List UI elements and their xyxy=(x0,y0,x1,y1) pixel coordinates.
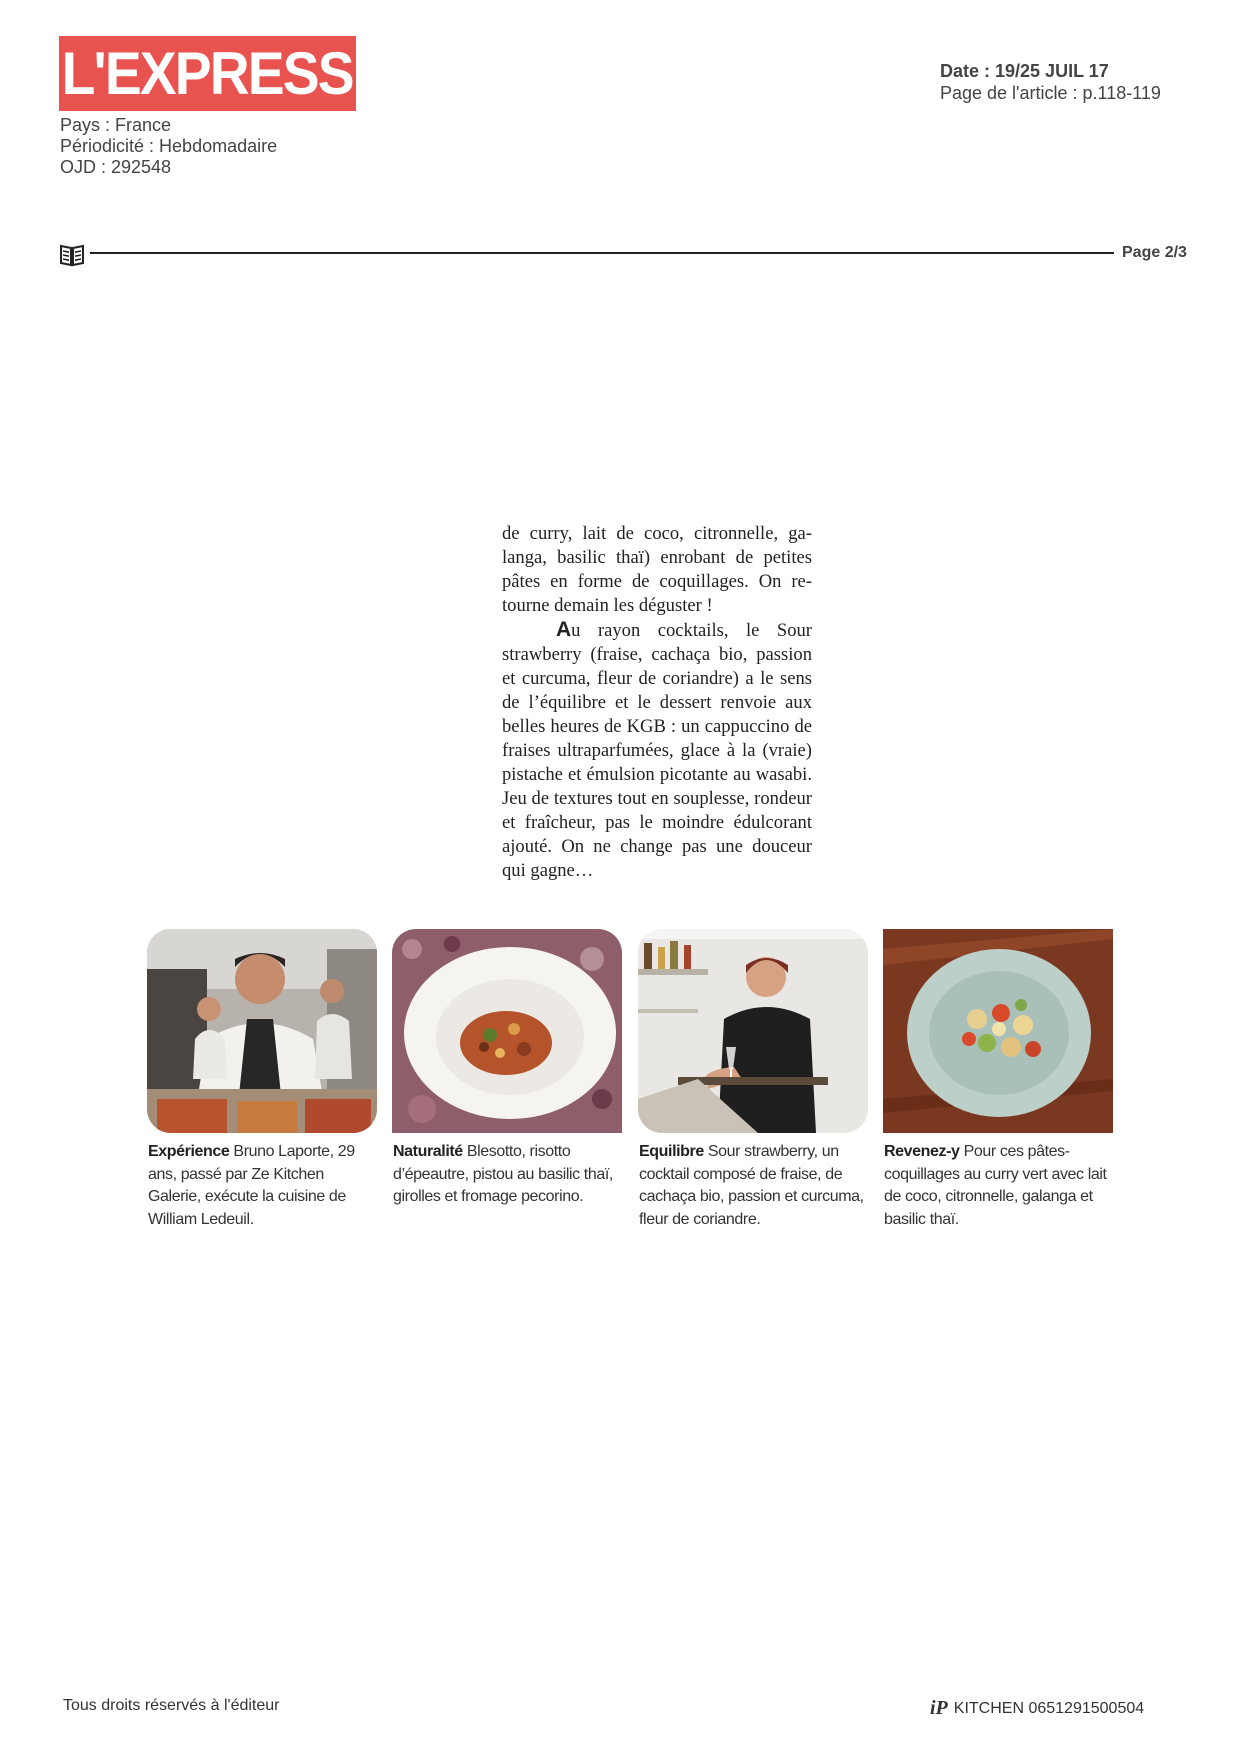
caption-text: Pour ces pâtes-coquillages au curry vert avec lait de coco, citronnelle, galanga et basilic thaï. xyxy=(884,1143,1107,1228)
photo-caption-revenez-y xyxy=(884,1141,1114,1231)
article-paragraph-2-text: u rayon cocktails, le Sour strawberry (fraise, cachaça bio, passion et curcuma, fleur de coriandre) a le sens de l’équilibre et le dessert renvoie aux belles heures de KGB : un cappuccino de fraises ultraparfumées, glace à la (vraie) pistache et émulsion picotante au wasabi. Jeu de textures tout en souplesse, rondeur et fraîcheur, pas le moindre édulcorant ajouté. On ne change pas une douceur qui gagne… xyxy=(502,620,812,881)
rights-notice: Tous droits réservés à l'éditeur xyxy=(63,1697,280,1714)
issue-date: Date : 19/25 JUIL 17 xyxy=(940,61,1109,81)
article-body xyxy=(502,522,812,883)
article-paragraph-1: de curry, lait de coco, citronnelle, galanga, basilic thaï) enrobant de petites pâtes en forme de coquillages. On retourne demain les déguster ! xyxy=(502,523,812,616)
caption-lead: Expérience xyxy=(148,1143,230,1160)
publication-logo xyxy=(59,36,356,111)
photo-risotto xyxy=(392,929,622,1133)
logo-text: L'EXPRESS xyxy=(61,39,354,107)
country-line: Pays : France xyxy=(60,115,172,135)
drop-cap: A xyxy=(556,618,572,641)
client-reference xyxy=(930,1697,1144,1720)
caption-text: Sour strawberry, un cocktail composé de fraise, de cachaça bio, passion et curcuma, fleur de coriandre. xyxy=(639,1143,864,1228)
photo-pasta-shells xyxy=(883,929,1113,1133)
photo-caption-experience xyxy=(148,1141,378,1231)
caption-text: Blesotto, risotto d’épeautre, pistou au basilic thaï, girolles et fromage pecorino. xyxy=(393,1143,613,1205)
article-pages: Page de l'article : p.118-119 xyxy=(940,83,1161,103)
caption-lead: Naturalité xyxy=(393,1143,463,1160)
article-paragraph-2 xyxy=(502,618,812,883)
photo-caption-equilibre xyxy=(639,1141,869,1231)
issue-info xyxy=(940,60,1161,104)
open-book-icon xyxy=(59,243,85,267)
publication-info xyxy=(60,115,277,178)
ojd-line: OJD : 292548 xyxy=(60,157,172,177)
client-logo-icon: iP xyxy=(930,1697,948,1719)
photo-caption-naturalite xyxy=(393,1141,623,1209)
caption-lead: Equilibre xyxy=(639,1143,704,1160)
periodicity-line: Périodicité : Hebdomadaire xyxy=(60,136,278,156)
client-ref-text: KITCHEN 0651291500504 xyxy=(953,1699,1145,1717)
page-number: Page 2/3 xyxy=(1122,244,1187,261)
photo-bartender xyxy=(638,929,868,1133)
caption-lead: Revenez-y xyxy=(884,1143,960,1160)
photo-chef xyxy=(147,929,377,1133)
caption-text: Bruno Laporte, 29 ans, passé par Ze Kitchen Galerie, exécute la cuisine de William Ledeuil. xyxy=(148,1143,355,1228)
header-divider xyxy=(90,252,1114,254)
